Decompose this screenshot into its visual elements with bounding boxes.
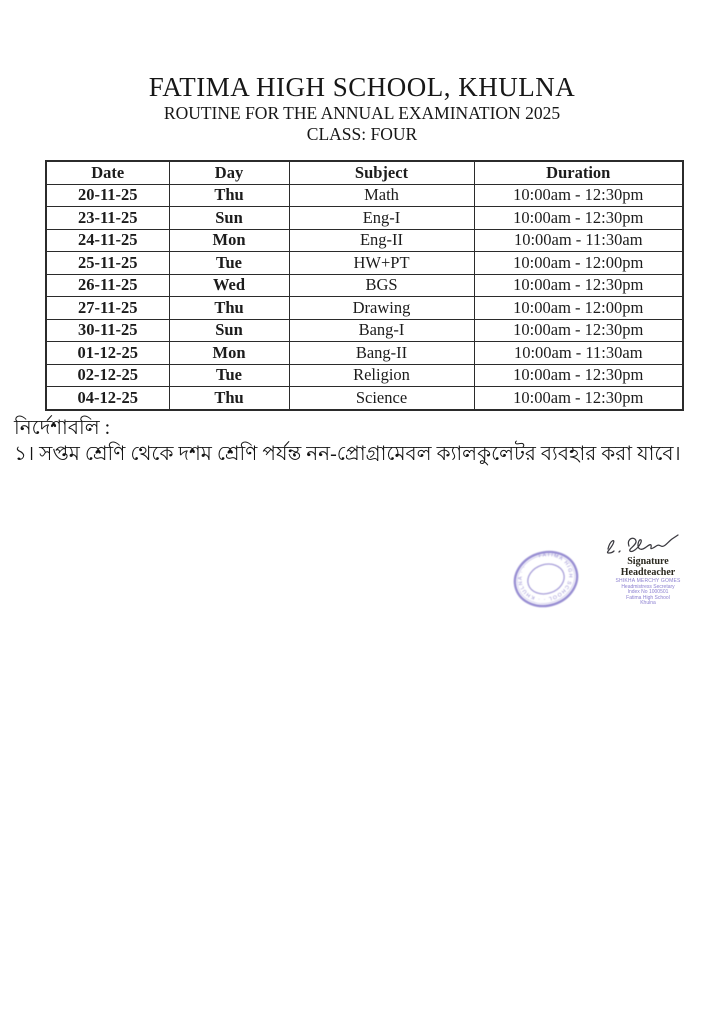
duration-cell: 10:00am - 11:30am <box>474 229 683 252</box>
exam-schedule-table <box>45 160 684 411</box>
subject-cell: Religion <box>289 364 474 387</box>
page-subtitle: ROUTINE FOR THE ANNUAL EXAMINATION 2025 <box>163 103 561 123</box>
date-cell: 23-11-25 <box>46 207 169 230</box>
table-header-row <box>46 161 683 184</box>
duration-cell: 10:00am - 12:30pm <box>474 364 683 387</box>
date-cell: 01-12-25 <box>46 342 169 365</box>
duration-cell: 10:00am - 12:30pm <box>474 184 683 207</box>
table-row <box>46 274 683 297</box>
table-row <box>46 342 683 365</box>
duration-cell: 10:00am - 12:00pm <box>474 297 683 320</box>
signature-label: Signature <box>627 556 669 567</box>
subject-cell: Bang-I <box>289 319 474 342</box>
date-cell: 02-12-25 <box>46 364 169 387</box>
day-cell: Sun <box>169 207 289 230</box>
date-cell: 25-11-25 <box>46 252 169 275</box>
date-cell: 26-11-25 <box>46 274 169 297</box>
stamp-text-block <box>596 579 700 607</box>
table-row <box>46 319 683 342</box>
table-row <box>46 364 683 387</box>
table-row <box>46 229 683 252</box>
day-cell: Thu <box>169 184 289 207</box>
subject-cell: Drawing <box>289 297 474 320</box>
date-cell: 30-11-25 <box>46 319 169 342</box>
page-title: FATIMA HIGH SCHOOL, KHULNA <box>148 72 576 102</box>
table-row <box>46 387 683 410</box>
stamp-text-line: Fatima High School <box>626 594 670 601</box>
instructions-heading: নির্দেশাবলি : <box>14 417 111 439</box>
column-header-subject: Subject <box>289 161 474 184</box>
class-line: CLASS: FOUR <box>306 124 418 144</box>
subject-cell: Eng-II <box>289 229 474 252</box>
date-cell: 27-11-25 <box>46 297 169 320</box>
headteacher-label: Headteacher <box>620 567 676 578</box>
day-cell: Tue <box>169 364 289 387</box>
date-cell: 04-12-25 <box>46 387 169 410</box>
svg-text:FATIMA HIGH SCHOOL · · KHULNA: FATIMA HIGH SCHOOL · · KHULNA · · <box>517 552 574 602</box>
duration-cell: 10:00am - 12:30pm <box>474 387 683 410</box>
day-cell: Mon <box>169 229 289 252</box>
duration-cell: 10:00am - 12:00pm <box>474 252 683 275</box>
stamp-text-line: SHIKHA MERCHY GOMES <box>615 578 681 584</box>
day-cell: Tue <box>169 252 289 275</box>
duration-cell: 10:00am - 12:30pm <box>474 319 683 342</box>
day-cell: Mon <box>169 342 289 365</box>
column-header-date: Date <box>46 161 169 184</box>
date-cell: 24-11-25 <box>46 229 169 252</box>
stamp-text-line: Khulna <box>640 600 656 607</box>
date-cell: 20-11-25 <box>46 184 169 207</box>
duration-cell: 10:00am - 12:30pm <box>474 207 683 230</box>
column-header-duration: Duration <box>474 161 683 184</box>
duration-cell: 10:00am - 12:30pm <box>474 274 683 297</box>
table-body <box>46 184 683 410</box>
stamp-text-line: Index No 1000501 <box>627 589 669 596</box>
subject-cell: Eng-I <box>289 207 474 230</box>
table-row <box>46 184 683 207</box>
subject-cell: BGS <box>289 274 474 297</box>
table-row <box>46 207 683 230</box>
day-cell: Thu <box>169 387 289 410</box>
instruction-item-1: ১। সপ্তম শ্রেণি থেকে দশম শ্রেণি পর্যন্ত নন-প্রোগ্রামেবল ক্যালকুলেটর ব্যবহার করা যাবে। <box>14 443 681 465</box>
table-row <box>46 297 683 320</box>
subject-cell: Math <box>289 184 474 207</box>
day-cell: Thu <box>169 297 289 320</box>
subject-cell: Bang-II <box>289 342 474 365</box>
subject-cell: HW+PT <box>289 252 474 275</box>
day-cell: Sun <box>169 319 289 342</box>
subject-cell: Science <box>289 387 474 410</box>
day-cell: Wed <box>169 274 289 297</box>
table-row <box>46 252 683 275</box>
column-header-day: Day <box>169 161 289 184</box>
school-round-stamp-icon <box>509 547 583 613</box>
stamp-text-line: Headmistress Secretary <box>621 583 675 590</box>
duration-cell: 10:00am - 11:30am <box>474 342 683 365</box>
